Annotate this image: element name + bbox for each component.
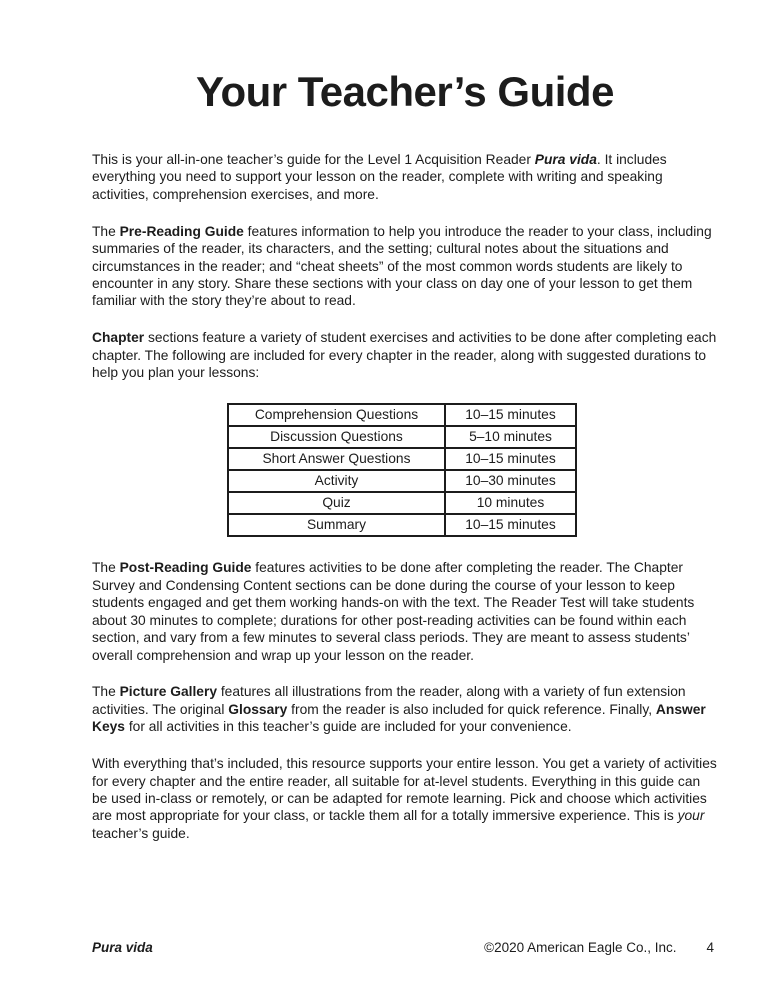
duration-cell: 10–15 minutes <box>445 448 576 470</box>
duration-cell: 10 minutes <box>445 492 576 514</box>
footer-page-number: 4 <box>706 940 714 955</box>
table-row <box>228 492 576 514</box>
activity-cell: Short Answer Questions <box>228 448 445 470</box>
text-segment: teacher’s guide. <box>92 825 190 841</box>
intro-paragraph <box>92 151 718 203</box>
text-segment: . It includes everything you need to support your lesson on the reader, complete with writing and speaking activities, comprehension exercises, and more. <box>92 152 667 202</box>
activity-cell: Quiz <box>228 492 445 514</box>
text-segment: from the reader is also included for quick reference. Finally, <box>287 701 656 717</box>
closing-paragraph <box>92 755 718 842</box>
duration-cell: 10–15 minutes <box>445 404 576 426</box>
pre-reading-paragraph <box>92 223 718 310</box>
picture-gallery-label: Picture Gallery <box>119 684 218 700</box>
activity-cell: Discussion Questions <box>228 426 445 448</box>
picture-gallery-paragraph <box>92 683 718 735</box>
footer-right-group <box>484 940 714 955</box>
reader-title-text: Pura vida <box>534 152 597 167</box>
pre-reading-guide-label: Pre-Reading Guide <box>119 223 244 239</box>
table-row <box>228 426 576 448</box>
your-emphasis-text: your <box>677 808 705 824</box>
table-row <box>228 470 576 492</box>
text-segment: The <box>92 560 120 576</box>
answer-keys-label: Answer Keys <box>92 701 706 735</box>
page-content <box>92 0 718 862</box>
text-segment: With everything that’s included, this resource supports your entire lesson. You get a variety of activities for every chapter and the entire reader, all suitable for at-level students. Everything in this guide can be used in-class or remotely, or can be adapted for remote learning. Pick and choose which activities are most appropriate for your class, or tackle them all for a totally immersive experience. This is <box>92 756 717 824</box>
table-row <box>228 514 576 536</box>
text-segment: The <box>92 223 120 239</box>
post-reading-paragraph <box>92 559 718 663</box>
chapter-label: Chapter <box>92 330 145 346</box>
post-reading-guide-label: Post-Reading Guide <box>119 560 252 576</box>
text-segment: for all activities in this teacher’s guide are included for your convenience. <box>124 719 572 735</box>
page-footer <box>92 940 714 955</box>
duration-cell: 5–10 minutes <box>445 426 576 448</box>
chapter-paragraph <box>92 329 718 381</box>
activity-cell: Summary <box>228 514 445 536</box>
text-segment: features information to help you introduce the reader to your class, including summaries of the reader, its characters, and the setting; cultural notes about the situations and circumstances in the reader; and “cheat sheets” of the most common words students are likely to encounter in any story. Share these sections with your class on day one of your lesson to get them familiar with the story they’re about to read. <box>92 223 712 309</box>
duration-cell: 10–15 minutes <box>445 514 576 536</box>
footer-copyright: ©2020 American Eagle Co., Inc. <box>484 940 677 955</box>
glossary-label: Glossary <box>228 701 288 717</box>
duration-cell: 10–30 minutes <box>445 470 576 492</box>
activity-cell: Comprehension Questions <box>228 404 445 426</box>
text-segment: sections feature a variety of student exercises and activities to be done after completing each chapter. The following are included for every chapter in the reader, along with suggested durations to help you plan your lessons: <box>92 330 717 381</box>
chapter-activities-table <box>227 403 577 537</box>
text-segment: The <box>92 684 120 700</box>
activity-cell: Activity <box>228 470 445 492</box>
footer-book-title: Pura vida <box>92 940 153 955</box>
text-segment: This is your all-in-one teacher’s guide for the Level 1 Acquisition Reader <box>92 152 535 167</box>
table-row <box>228 404 576 426</box>
page-title: Your Teacher’s Guide <box>196 68 614 115</box>
text-segment: features all illustrations from the reader, along with a variety of fun extension activities. The original <box>92 684 686 717</box>
table-row <box>228 448 576 470</box>
text-segment: features activities to be done after completing the reader. The Chapter Survey and Condensing Content sections can be done during the course of your lesson to keep students engaged and get them working hands-on with the text. The Reader Test will take students about 30 minutes to complete; durations for other post-reading activities can be found within each section, and vary from a few minutes to several class periods. They are meant to assess students’ overall comprehension and wrap up your lesson on the reader. <box>92 560 695 663</box>
